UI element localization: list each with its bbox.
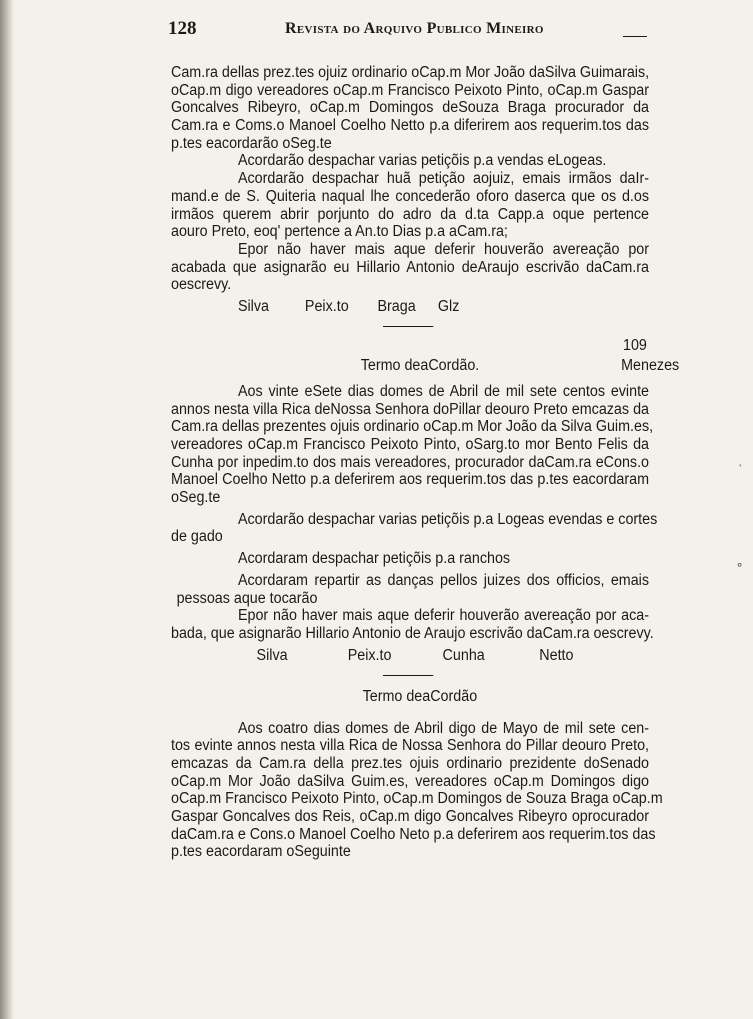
- section-title: Termo deaCordão: [362, 687, 478, 705]
- page-header: [168, 18, 682, 42]
- signature: Peix.to: [304, 297, 349, 315]
- session-minutes-continued: [171, 64, 649, 320]
- text-line: p.tes eacordaram oSeguinte: [171, 843, 351, 861]
- text-line: daCam.ra e Cons.o Manoel Coelho Neto p.a deferirem aos requerim.tos das: [171, 825, 656, 843]
- text-line: tos evinte annos nesta villa Rica de Nossa Senhora do Pillar deouro Preto,: [171, 737, 650, 755]
- section-divider: [383, 326, 433, 327]
- text-line: Cam.ra dellas prez.tes ojuiz ordinario oCap.m Mor João daSilva Guimarais,: [171, 64, 650, 81]
- text-line: Cam.ra e Coms.o Manoel Coelho Netto p.a diferirem aos requerim.tos das: [171, 117, 650, 135]
- margin-mark: ˈ: [738, 462, 743, 477]
- text-line: Cunha por inpedim.to dos mais vereadores, procurador daCam.ra eCons.o: [171, 453, 650, 471]
- text-line: Gaspar Goncalves dos Reis, oCap.m digo Goncalves Ribeyro oprocurador: [171, 808, 650, 825]
- signature: Peix.to: [347, 646, 392, 664]
- entry-number-line: [171, 335, 649, 357]
- text-line: oCap.m Mor João daSilva Guim.es, vereadores oCap.m Domingos digo: [171, 772, 650, 790]
- text-line: Acordaram repartir as danças pellos juizes dos officios, emais: [237, 571, 650, 589]
- margin-mark: °: [737, 560, 743, 575]
- text-line: oescrevy.: [171, 276, 232, 294]
- signature: Silva: [237, 297, 269, 315]
- signature: Cunha: [442, 646, 485, 664]
- running-title: Revista do Arquivo Publico Mineiro: [285, 20, 544, 37]
- text-line: Epor não haver mais aque deferir houverão avereação por aca-: [237, 607, 650, 625]
- signatures: [171, 298, 649, 320]
- text-line: Manoel Coelho Netto p.a deferirem aos requerim.tos das p.tes eacordaram: [171, 471, 650, 489]
- text-line: Acordarão despachar varias petiçõis p.a vendas eLogeas.: [237, 152, 607, 170]
- page-number: 128: [168, 18, 197, 39]
- text-line: Aos coatro dias domes de Abril digo de Mayo de mil sete cen-: [237, 719, 650, 737]
- header-rule: [623, 36, 647, 37]
- text-line: Aos vinte eSete dias domes de Abril de mil sete centos evinte: [237, 382, 650, 400]
- text-line: p.tes eacordarão oSeg.te: [171, 134, 332, 152]
- text-line: Acordarão despachar huã petição aojuiz, emais irmãos daIr-: [237, 170, 650, 188]
- text-line: acabada que asignarão eu Hillario Antonio deAraujo escrivão daCam.ra: [171, 258, 650, 276]
- section-title: Termo deaCordão.: [360, 356, 480, 374]
- text-line: aouro Preto, eoq' pertence a An.to Dias p.a aCam.ra;: [171, 223, 508, 241]
- termo-heading-line: [171, 688, 649, 710]
- signature: Netto: [539, 646, 574, 664]
- text-line: irmãos querem abrir porjunto do adro da d.ta Capp.a oque pertence: [171, 205, 650, 223]
- text-line: mand.e de S. Quiteria naqual lhe concederão oforo daserca que os d.os: [171, 187, 650, 205]
- text-line: Epor não haver mais aque deferir houverão avereação por: [237, 240, 650, 258]
- signature: Braga: [377, 297, 416, 315]
- page-gutter-shadow: [0, 0, 14, 1019]
- text-line: emcazas da Cam.ra della prez.tes ojuis ordinario prezidente doSenado: [171, 754, 650, 772]
- signature: Silva: [256, 646, 288, 664]
- text-line: bada, que asignarão Hillario Antonio de Araujo escrivão daCam.ra oescrevy.: [171, 624, 654, 642]
- signature: Glz: [437, 297, 460, 315]
- text-line: oCap.m Francisco Peixoto Pinto, oCap.m Domingos de Souza Braga oCap.m: [171, 790, 663, 808]
- termo-heading-line: [171, 356, 680, 379]
- text-line: Cam.ra dellas prezentes ojuis ordinario oCap.m Mor João da Silva Guim.es,: [171, 418, 654, 436]
- section-divider: [383, 675, 433, 676]
- text-line: Acordarão despachar varias petiçõis p.a Logeas evendas e cortes: [237, 510, 658, 528]
- text-line: Acordaram despachar petiçõis p.a ranchos: [237, 550, 511, 568]
- text-line: annos nesta villa Rica deNossa Senhora doPillar deouro Preto emcazas da: [171, 400, 650, 418]
- signatures: [171, 647, 649, 669]
- document-body: [171, 64, 680, 861]
- text-line: de gado: [171, 528, 223, 546]
- text-line: oCap.m digo vereadores oCap.m Francisco Peixoto Pinto, oCap.m Gaspar: [171, 81, 650, 99]
- text-line: oSeg.te: [171, 489, 221, 507]
- margin-name: Menezes: [621, 356, 680, 374]
- text-line: vereadores oCap.m Francisco Peixoto Pinto, oSarg.to mor Bento Felis da: [171, 436, 650, 453]
- entry-number: 109: [622, 336, 647, 354]
- text-line: pessoas aque tocarão: [176, 589, 318, 607]
- text-line: Goncalves Ribeyro, oCap.m Domingos deSouza Braga procurador da: [171, 99, 650, 117]
